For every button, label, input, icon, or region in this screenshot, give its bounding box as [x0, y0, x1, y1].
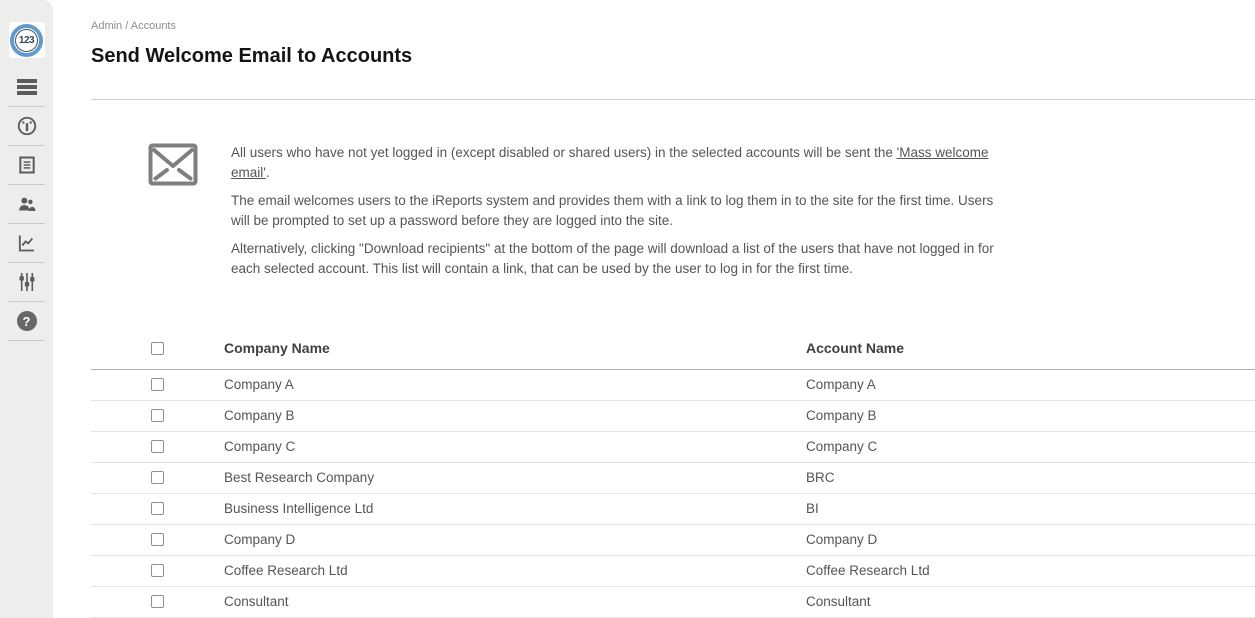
sidebar-item-settings[interactable]: [0, 263, 53, 301]
hamburger-icon: [16, 78, 38, 96]
title-divider: [91, 99, 1255, 100]
company-name-cell: Company A: [224, 377, 294, 392]
select-all-checkbox[interactable]: [151, 342, 164, 355]
sliders-icon: [18, 272, 36, 292]
sidebar-item-help[interactable]: [0, 302, 53, 340]
intro-section: [91, 143, 1255, 278]
row-checkbox[interactable]: [151, 595, 164, 608]
table-row: [91, 369, 1255, 400]
help-icon: ?: [17, 311, 37, 331]
users-icon: [16, 195, 37, 214]
company-name-cell: Business Intelligence Ltd: [224, 501, 374, 516]
mass-welcome-email-link[interactable]: 'Mass welcome email': [231, 145, 989, 180]
row-checkbox[interactable]: [151, 440, 164, 453]
row-checkbox-cell: [91, 493, 224, 524]
logo-inner-circle: [15, 29, 38, 52]
breadcrumb[interactable]: Admin / Accounts: [91, 20, 176, 32]
dashboard-gauge-icon: [16, 115, 38, 137]
nav-divider: [8, 340, 45, 341]
company-name-cell: Company C: [224, 439, 296, 454]
table-row: [91, 462, 1255, 493]
table-header-row: [91, 328, 1255, 369]
sidebar-item-charts[interactable]: [0, 224, 53, 262]
company-name-cell: Best Research Company: [224, 470, 375, 485]
row-checkbox-cell: [91, 431, 224, 462]
row-checkbox[interactable]: [151, 564, 164, 577]
table-row: [91, 493, 1255, 524]
intro-p1-period: .: [265, 164, 270, 180]
intro-paragraph-3: Alternatively, clicking "Download recipients" at the bottom of the page will download a list of the users that have not logged in for each selected account. This list will contain a link, that can be used by the user to log in for the first time.: [231, 241, 994, 276]
accounts-table: [91, 328, 1255, 618]
page-title: Send Welcome Email to Accounts: [91, 45, 413, 67]
sidebar-item-menu[interactable]: [0, 68, 53, 106]
report-document-icon: [17, 155, 37, 175]
sidebar: [0, 0, 53, 618]
account-name-header[interactable]: Account Name: [806, 340, 905, 357]
intro-p1-text: All users who have not yet logged in (except disabled or shared users) in the selected accounts will be sent the: [231, 145, 897, 160]
sidebar-item-dashboard[interactable]: [0, 107, 53, 145]
row-checkbox-cell: [91, 462, 224, 493]
intro-paragraph-1: [231, 143, 1009, 182]
row-checkbox-cell: [91, 586, 224, 617]
sidebar-item-users[interactable]: [0, 185, 53, 223]
row-checkbox[interactable]: [151, 502, 164, 515]
company-name-cell: Coffee Research Ltd: [224, 563, 348, 578]
envelope-icon: [148, 143, 198, 191]
account-name-cell: Coffee Research Ltd: [806, 563, 930, 578]
table-row: [91, 555, 1255, 586]
sidebar-item-reports[interactable]: [0, 146, 53, 184]
account-name-cell: Company C: [806, 439, 878, 454]
account-name-cell: BRC: [806, 470, 835, 485]
account-name-cell: BI: [806, 501, 819, 516]
account-name-cell: Company B: [806, 408, 877, 423]
table-row: [91, 524, 1255, 555]
row-checkbox-cell: [91, 555, 224, 586]
line-chart-icon: [16, 233, 37, 253]
table-row: [91, 400, 1255, 431]
row-checkbox[interactable]: [151, 471, 164, 484]
row-checkbox[interactable]: [151, 533, 164, 546]
company-name-header[interactable]: Company Name: [224, 340, 330, 357]
row-checkbox[interactable]: [151, 409, 164, 422]
table-row: [91, 431, 1255, 462]
company-name-cell: Consultant: [224, 594, 289, 609]
table-row: [91, 586, 1255, 617]
sidebar-nav: [0, 68, 53, 341]
company-name-cell: Company D: [224, 532, 296, 547]
intro-paragraph-2: The email welcomes users to the iReports system and provides them with a link to log them in to the site for the first time. Users will be prompted to set up a password before they are logged into the site.: [231, 193, 994, 228]
account-name-cell: Company D: [806, 532, 878, 547]
account-name-cell: Consultant: [806, 594, 871, 609]
select-all-cell: [91, 328, 224, 369]
app-logo[interactable]: [9, 22, 45, 58]
row-checkbox-cell: [91, 369, 224, 400]
logo-text: 123: [18, 34, 35, 46]
account-name-cell: Company A: [806, 377, 876, 392]
row-checkbox[interactable]: [151, 378, 164, 391]
main-content: [53, 0, 1255, 618]
logo-ring: [10, 24, 43, 57]
row-checkbox-cell: [91, 524, 224, 555]
company-name-cell: Company B: [224, 408, 295, 423]
table-body: [91, 369, 1255, 617]
intro-text: [231, 143, 1009, 278]
row-checkbox-cell: [91, 400, 224, 431]
